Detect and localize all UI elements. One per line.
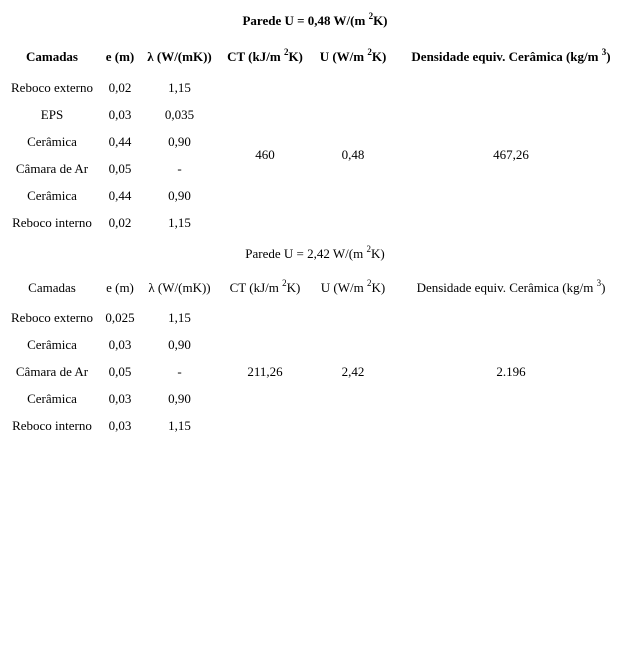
header-thermal-capacity: CT (kJ/m $^2$K) (227, 47, 303, 64)
layer-thickness: 0,44 (108, 187, 132, 203)
layer-thickness: 0,44 (108, 133, 132, 149)
layer-thickness: 0,03 (108, 390, 132, 406)
header-thermal-capacity: CT (kJ/m $^2$K) (229, 278, 301, 295)
layer-thickness: 0,05 (108, 363, 132, 379)
layer-name: Reboco interno (12, 417, 92, 433)
layer-name: Reboco externo (11, 309, 93, 325)
density-value: 2.196 (496, 363, 526, 379)
table1-title: Parede U = 0,48 W/(m $^2$K) (242, 11, 388, 28)
table1 (3, 40, 626, 236)
layer-conductivity: 0,90 (168, 133, 191, 149)
layer-thickness: 0,02 (108, 214, 132, 230)
header-density: Densidade equiv. Cerâmica (kg/m $^3$) (416, 278, 606, 295)
thermal-capacity-value: 211,26 (247, 363, 283, 379)
header-conductivity: λ (W/(mK)) (147, 49, 212, 64)
layer-conductivity: 0,90 (168, 187, 191, 203)
layer-name: EPS (40, 106, 64, 122)
density-value: 467,26 (493, 147, 529, 162)
layer-conductivity: 0,90 (168, 390, 191, 406)
table-row (3, 304, 626, 331)
header-conductivity: λ (W/(mK)) (148, 280, 211, 295)
table2-header-row (3, 272, 626, 304)
header-thickness: e (m) (105, 49, 135, 64)
layer-conductivity: 0,90 (168, 336, 191, 352)
header-thickness: e (m) (106, 280, 134, 295)
layer-conductivity: 1,15 (168, 417, 191, 433)
table2 (3, 272, 626, 439)
layer-thickness: 0,03 (108, 336, 132, 352)
layer-thickness: 0,03 (108, 106, 132, 122)
layer-name: Reboco interno (12, 214, 92, 230)
layer-conductivity: 1,15 (168, 309, 191, 325)
layer-conductivity: - (177, 363, 182, 379)
u-value: 0,48 (341, 147, 365, 162)
layer-name: Cerâmica (27, 390, 77, 406)
table-row (3, 74, 626, 101)
layer-name: Cerâmica (27, 133, 77, 149)
header-layers: Camadas (25, 49, 78, 64)
header-layers: Camadas (28, 280, 76, 295)
header-u-value: U (W/m $^2$K) (319, 47, 387, 64)
table1-header-row (3, 40, 626, 74)
layer-conductivity: - (177, 160, 182, 176)
thermal-capacity-value: 460 (255, 147, 275, 162)
layer-conductivity: 1,15 (168, 79, 191, 95)
layer-name: Cerâmica (27, 187, 77, 203)
layer-name: Reboco externo (11, 79, 93, 95)
layer-conductivity: 1,15 (168, 214, 191, 230)
layer-name: Câmara de Ar (15, 160, 89, 176)
layer-conductivity: 0,035 (164, 106, 195, 122)
u-value: 2,42 (341, 363, 365, 379)
layer-thickness: 0,05 (108, 160, 132, 176)
header-density: Densidade equiv. Cerâmica (kg/m $^3$) (411, 47, 611, 64)
header-u-value: U (W/m $^2$K) (320, 278, 386, 295)
layer-name: Câmara de Ar (15, 363, 89, 379)
layer-thickness: 0,02 (108, 79, 132, 95)
table2-title: Parede U = 2,42 W/(m $^2$K) (245, 244, 385, 261)
layer-name: Cerâmica (27, 336, 77, 352)
layer-thickness: 0,025 (105, 309, 135, 325)
layer-thickness: 0,03 (108, 417, 132, 433)
